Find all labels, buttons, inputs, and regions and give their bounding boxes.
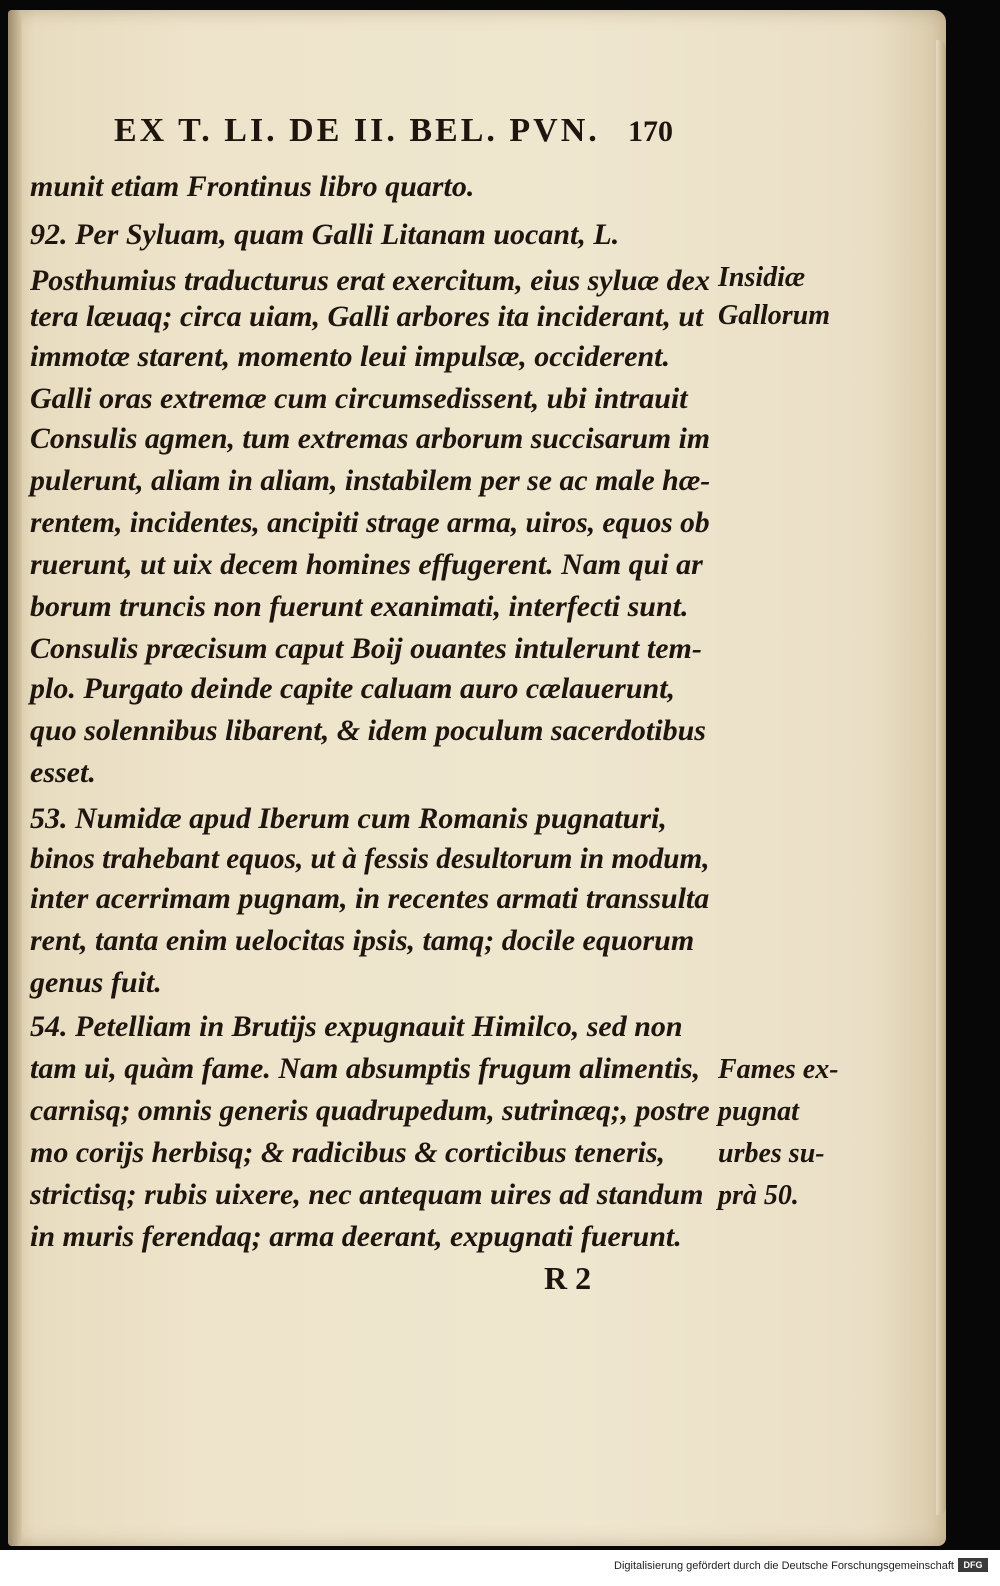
margin-note: urbes su-: [718, 1138, 825, 1169]
text-line: munit etiam Frontinus libro quarto.: [30, 170, 475, 203]
margin-note: pugnat: [718, 1096, 799, 1127]
text-line: 53. Numidæ apud Iberum cum Romanis pugnaturi,: [30, 802, 667, 835]
text-line: 92. Per Syluam, quam Galli Litanam uocant, L.: [30, 218, 620, 251]
text-line: tera læuaq; circa uiam, Galli arbores ita inciderant, ut: [30, 300, 704, 333]
footer-credit: Digitalisierung gefördert durch die Deutsche Forschungsgemeinschaft: [614, 1560, 954, 1572]
text-line: rent, tanta enim uelocitas ipsis, tamq; docile equorum: [30, 924, 695, 957]
text-line: borum truncis non fuerunt exanimati, interfecti sunt.: [30, 590, 689, 623]
text-line: strictisq; rubis uixere, nec antequam uires ad standum: [30, 1178, 704, 1211]
text-line: Galli oras extremæ cum circumsedissent, ubi intrauit: [30, 382, 688, 415]
text-line: esset.: [30, 756, 96, 789]
text-line: rentem, incidentes, ancipiti strage arma, uiros, equos ob: [30, 506, 710, 539]
text-line: Consulis præcisum caput Boij ouantes intulerunt tem-: [30, 632, 702, 665]
running-title: EX T. LI. DE II. BEL. PVN.: [114, 112, 600, 149]
text-line: ruerunt, ut uix decem homines effugerent. Nam qui ar: [30, 548, 703, 581]
text-line: carnisq; omnis generis quadrupedum, sutrinæq;, postre: [30, 1094, 710, 1127]
text-line: immotæ starent, momento leui impulsæ, occiderent.: [30, 340, 671, 373]
margin-note: prà 50.: [718, 1180, 799, 1211]
page-edge: [936, 40, 946, 1515]
margin-note: Insidiæ: [718, 262, 806, 293]
text-line: plo. Purgato deinde capite caluam auro cælauerunt,: [30, 672, 676, 705]
text-line: 54. Petelliam in Brutijs expugnauit Himilco, sed non: [30, 1010, 683, 1043]
text-line: Posthumius traducturus erat exercitum, eius syluæ dex: [30, 264, 710, 297]
dfg-logo-icon: DFG: [958, 1558, 988, 1572]
margin-note: Gallorum: [718, 300, 831, 331]
page-number: 170: [628, 115, 673, 148]
signature-mark: R 2: [544, 1260, 592, 1296]
text-line: quo solennibus libarent, & idem poculum sacerdotibus: [30, 714, 706, 747]
text-line: pulerunt, aliam in aliam, instabilem per se ac male hæ-: [30, 464, 711, 497]
text-line: Consulis agmen, tum extremas arborum succisarum im: [30, 422, 710, 455]
text-line: in muris ferendaq; arma deerant, expugnati fuerunt.: [30, 1220, 682, 1253]
page-spine: [8, 10, 22, 1546]
text-line: mo corijs herbisq; & radicibus & corticibus teneris,: [30, 1136, 666, 1169]
margin-note: Fames ex-: [718, 1054, 839, 1085]
text-line: genus fuit.: [30, 966, 162, 999]
text-line: binos trahebant equos, ut à fessis desultorum in modum,: [30, 842, 710, 875]
text-line: inter acerrimam pugnam, in recentes armati transsulta: [30, 882, 710, 915]
text-line: tam ui, quàm fame. Nam absumptis frugum alimentis,: [30, 1052, 701, 1085]
